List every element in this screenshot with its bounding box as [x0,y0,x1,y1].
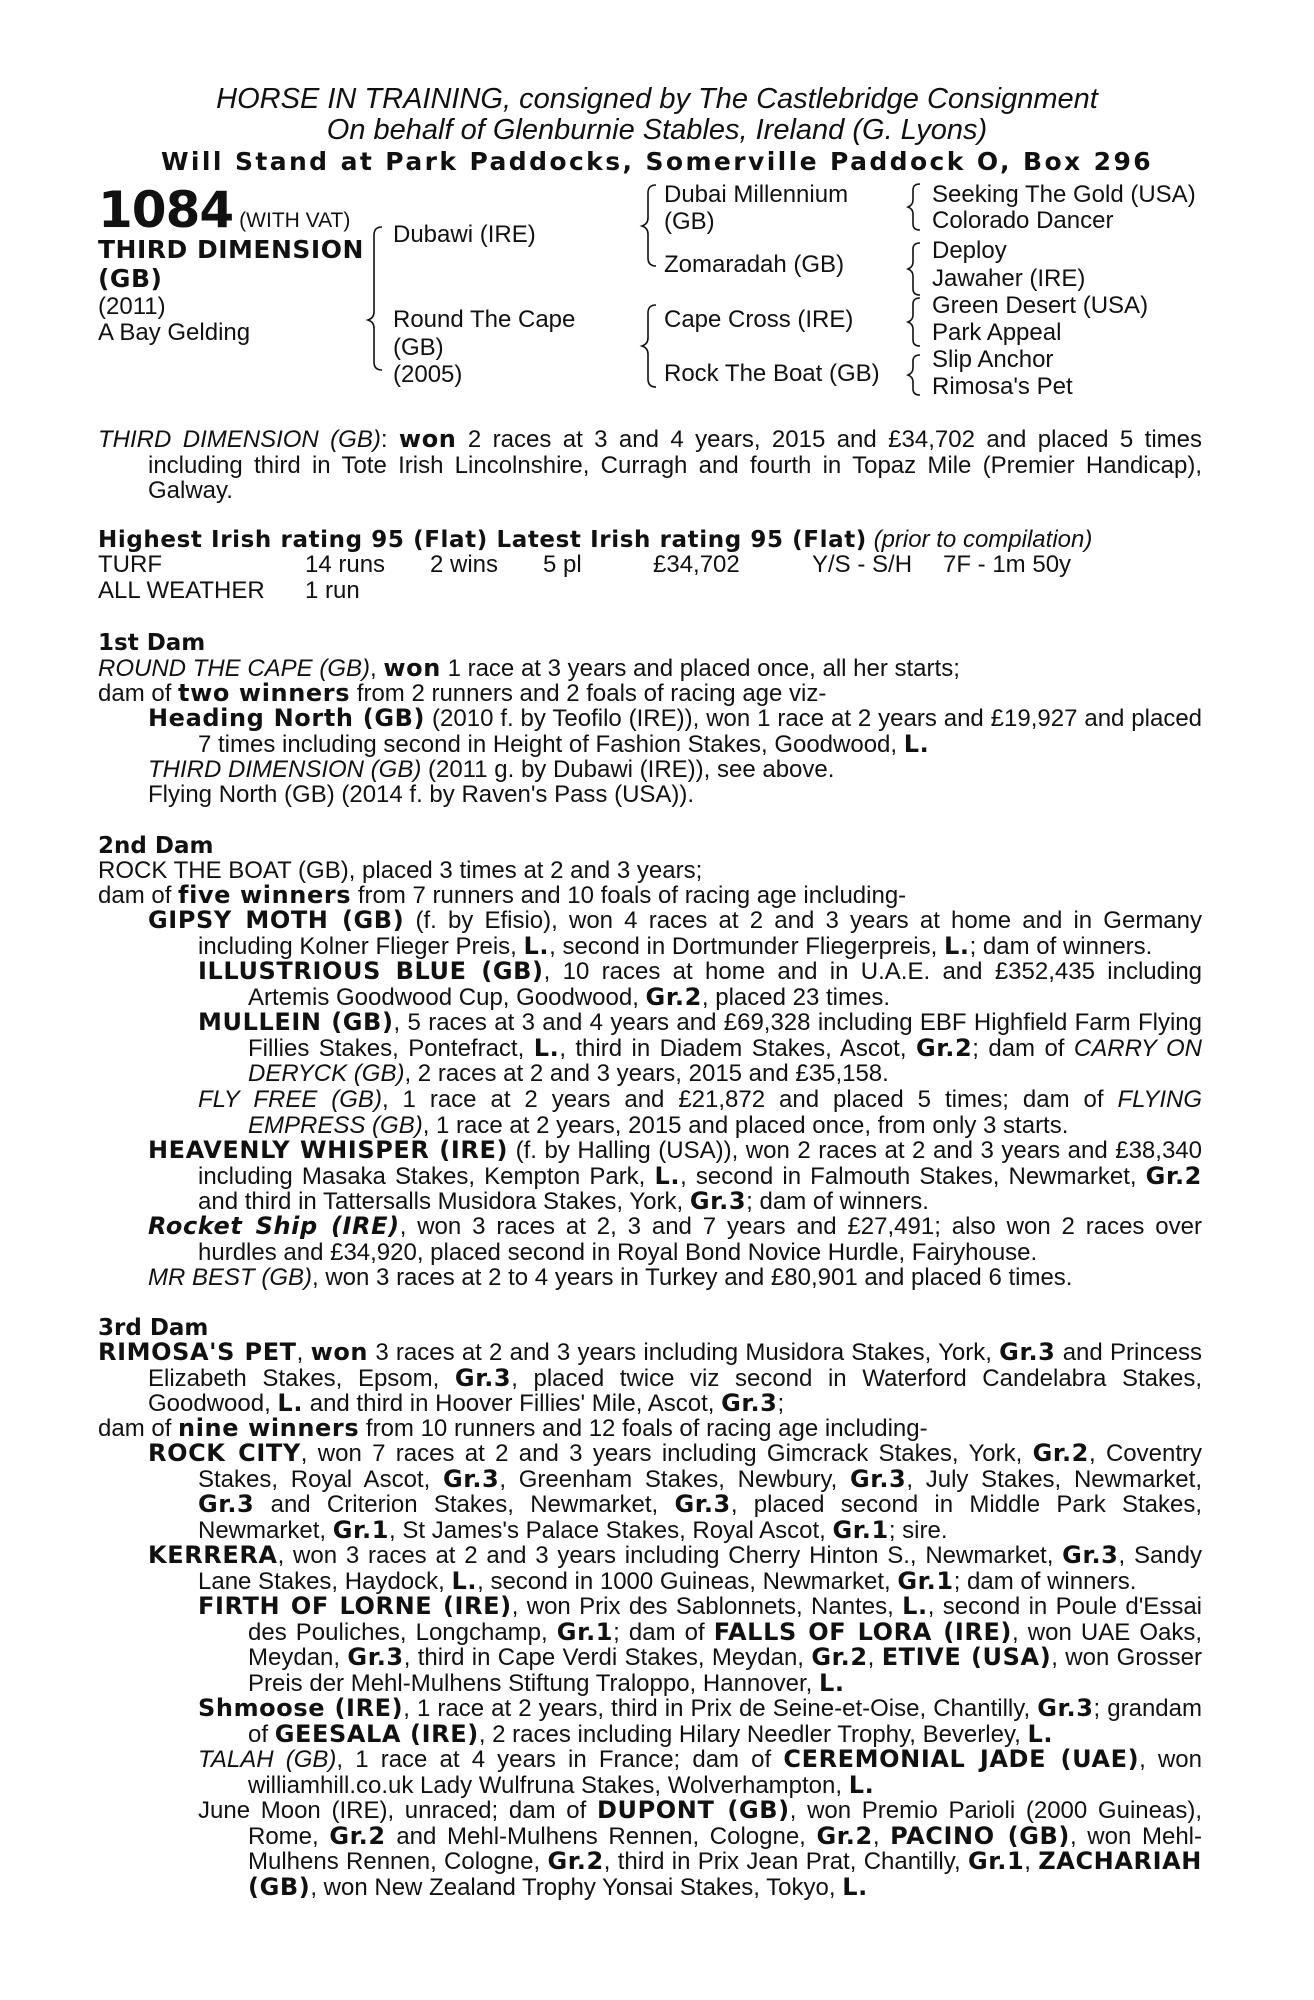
turf-going: Y/S - S/H [812,551,913,578]
turf-runs: 14 runs [305,551,386,578]
third-dam-heading: 3rd Dam [98,1315,209,1341]
bracket-ds [908,298,920,346]
aw-runs: 1 run [305,577,360,604]
sire-sire-line1: Dubai Millennium [664,181,849,208]
produce-june-moon: June Moon (IRE), unraced; dam of DUPONT (GB), won Premio Parioli (2000 Guineas), Rome, Gr.2 and Mehl-Mulhens Rennen, Cologne, Gr.2, PACINO (GB), won Mehl-Mulhens Rennen, Cologne, Gr.2, third in Prix Jean Prat, Chantilly, Gr.1, ZACHARIAH (GB), won New Zealand Trophy Yonsai Stakes, Tokyo, L. [198,1796,1202,1901]
turf-earnings: £34,702 [653,551,740,578]
produce-flying-north: Flying North (GB) (2014 f. by Raven's Pass (USA)). [148,781,695,808]
produce-third-dimension: THIRD DIMENSION (GB) (2011 g. by Dubawi (IRE)), see above. [148,756,835,783]
produce-kerrera: KERRERA, won 3 races at 2 and 3 years including Cherry Hinton S., Newmarket, Gr.3, Sandy Lane Stakes, Haydock, L., second in 1000 Guineas, Newmarket, Gr.1; dam of winners. [148,1541,1202,1595]
turf-distance: 7F - 1m 50y [943,551,1072,578]
on-behalf-line: On behalf of Glenburnie Stables, Ireland (G. Lyons) [326,114,988,146]
vat-note: (WITH VAT) [239,209,351,232]
bracket-dd [908,355,920,395]
turf-placed: 5 pl [543,551,582,578]
bracket-ss [908,184,920,230]
produce-rocket-ship: Rocket Ship (IRE), won 3 races at 2, 3 and 7 years and £27,491; also won 2 races over hurdles and £34,920, placed second in Royal Bond Novice Hurdle, Fairyhouse. [148,1212,1202,1266]
pedigree-brackets [0,0,1314,420]
produce-illustrious-blue: ILLUSTRIOUS BLUE (GB), 10 races at home and in U.A.E. and £352,435 including Artemis Goodwood Cup, Goodwood, Gr.2, placed 23 times. [198,957,1203,1011]
sss: Seeking The Gold (USA) [932,181,1196,208]
dss: Green Desert (USA) [932,292,1149,319]
sire: Dubawi (IRE) [393,221,536,248]
bracket-gen1 [368,227,382,370]
produce-heading-north: Heading North (GB) (2010 f. by Teofilo (IRE)), won 1 race at 2 years and £19,927 and placed 7 times including second in Height of Fashion Stakes, Goodwood, L. [148,704,1203,758]
produce-gipsy-moth: GIPSY MOTH (GB) (f. by Efisio), won 4 races at 2 and 3 years at home and in Germany including Kolner Flieger Preis, L., second in Dortmunder Fliegerpreis, L.; dam of winners. [148,906,1203,960]
bracket-gen2-sire [642,185,656,266]
turf-surface: TURF [98,551,162,578]
first-dam-record: ROUND THE CAPE (GB), won 1 race at 3 years and placed once, all her starts; [98,654,960,682]
second-dam-record: ROCK THE BOAT (GB), placed 3 times at 2 and 3 years; [98,857,703,884]
second-dam-produce: dam of five winners from 7 runners and 10 foals of racing age including- [98,881,907,909]
produce-firth-of-lorne: FIRTH OF LORNE (IRE), won Prix des Sablonnets, Nantes, L., second in Poule d'Essai des Pouliches, Longchamp, Gr.1; dam of FALLS OF LORA (IRE), won UAE Oaks, Meydan, Gr.3, third in Cape Verdi Stakes, Meydan, Gr.2, ETIVE (USA), won Grosser Preis der Mehl-Mulhens Stiftung Traloppo, Hannover, L. [198,1592,1202,1697]
horse-description: A Bay Gelding [98,319,251,346]
stand-location-line: Will Stand at Park Paddocks, Somerville Paddock O, Box 296 [160,147,1154,176]
turf-wins: 2 wins [430,551,499,578]
dds: Slip Anchor [932,346,1054,373]
sire-dam: Zomaradah (GB) [664,251,845,278]
bracket-gen2-dam [642,305,656,387]
produce-fly-free: FLY FREE (GB), 1 race at 2 years and £21,872 and placed 5 times; dam of FLYING EMPRESS (GB), 1 race at 2 years, 2015 and placed once, from only 3 starts. [198,1086,1202,1139]
produce-mr-best: MR BEST (GB), won 3 races at 2 to 4 years in Turkey and £80,901 and placed 6 times. [148,1264,1073,1291]
dam-line2: (GB) [393,334,444,361]
produce-talah: TALAH (GB), 1 race at 4 years in France; dam of CEREMONIAL JADE (UAE), won williamhill.co.uk Lady Wulfruna Stakes, Wolverhampton, L. [198,1745,1202,1799]
horse-country: (GB) [98,264,163,293]
produce-heavenly-whisper: HEAVENLY WHISPER (IRE) (f. by Halling (USA)), won 2 races at 2 and 3 years and £38,340 including Masaka Stakes, Kempton Park, L., second in Falmouth Stakes, Newmarket, Gr.2 and third in Tattersalls Musidora Stakes, York, Gr.3; dam of winners. [148,1136,1202,1215]
sdd: Jawaher (IRE) [932,265,1086,292]
rating-line: Highest Irish rating 95 (Flat) Latest Irish rating 95 (Flat) (prior to compilation) [98,526,1093,553]
ddd: Rimosa's Pet [932,373,1073,400]
consignor-line: HORSE IN TRAINING, consigned by The Castlebridge Consignment [216,83,1098,115]
sire-sire-line2: (GB) [664,208,715,235]
lot-number: 1084 [98,181,234,239]
dam-line3: (2005) [393,361,463,388]
produce-shmoose: Shmoose (IRE), 1 race at 2 years, third in Prix de Seine-et-Oise, Chantilly, Gr.3; grandam of GEESALA (IRE), 2 races including Hilary Needler Trophy, Beverley, L. [198,1694,1202,1748]
dsd: Park Appeal [932,319,1062,346]
dam-sire: Cape Cross (IRE) [664,306,854,333]
race-summary: THIRD DIMENSION (GB): won 2 races at 3 and 4 years, 2015 and £34,702 and placed 5 times including third in Tote Irish Lincolnshire, Curragh and fourth in Topaz Mile (Premier Handicap), Galway. [98,425,1203,504]
second-dam-heading: 2nd Dam [98,833,214,859]
bracket-sd [908,243,920,295]
aw-surface: ALL WEATHER [98,577,265,604]
horse-year: (2011) [98,293,166,320]
horse-name: THIRD DIMENSION [98,235,364,264]
dam-dam: Rock The Boat (GB) [664,360,880,387]
ssd: Colorado Dancer [932,207,1114,234]
dam-line1: Round The Cape [393,306,576,333]
third-dam-record: RIMOSA'S PET, won 3 races at 2 and 3 years including Musidora Stakes, York, Gr.3 and Princess Elizabeth Stakes, Epsom, Gr.3, placed twice viz second in Waterford Candelabra Stakes, Goodwood, L. and third in Hoover Fillies' Mile, Ascot, Gr.3; [98,1338,1203,1417]
produce-mullein: MULLEIN (GB), 5 races at 3 and 4 years and £69,328 including EBF Highfield Farm Flying Fillies Stakes, Pontefract, L., third in Diadem Stakes, Ascot, Gr.2; dam of CARRY ON DERYCK (GB), 2 races at 2 and 3 years, 2015 and £35,158. [198,1008,1203,1087]
third-dam-produce: dam of nine winners from 10 runners and 12 foals of racing age including- [98,1414,928,1442]
produce-rock-city: ROCK CITY, won 7 races at 2 and 3 years including Gimcrack Stakes, York, Gr.2, Coventry Stakes, Royal Ascot, Gr.3, Greenham Stakes, Newbury, Gr.3, July Stakes, Newmarket, Gr.3 and Criterion Stakes, Newmarket, Gr.3, placed second in Middle Park Stakes, Newmarket, Gr.1, St James's Palace Stakes, Royal Ascot, Gr.1; sire. [148,1439,1203,1544]
first-dam-produce: dam of two winners from 2 runners and 2 foals of racing age viz- [98,679,827,707]
sds: Deploy [932,237,1007,264]
first-dam-heading: 1st Dam [98,630,206,656]
